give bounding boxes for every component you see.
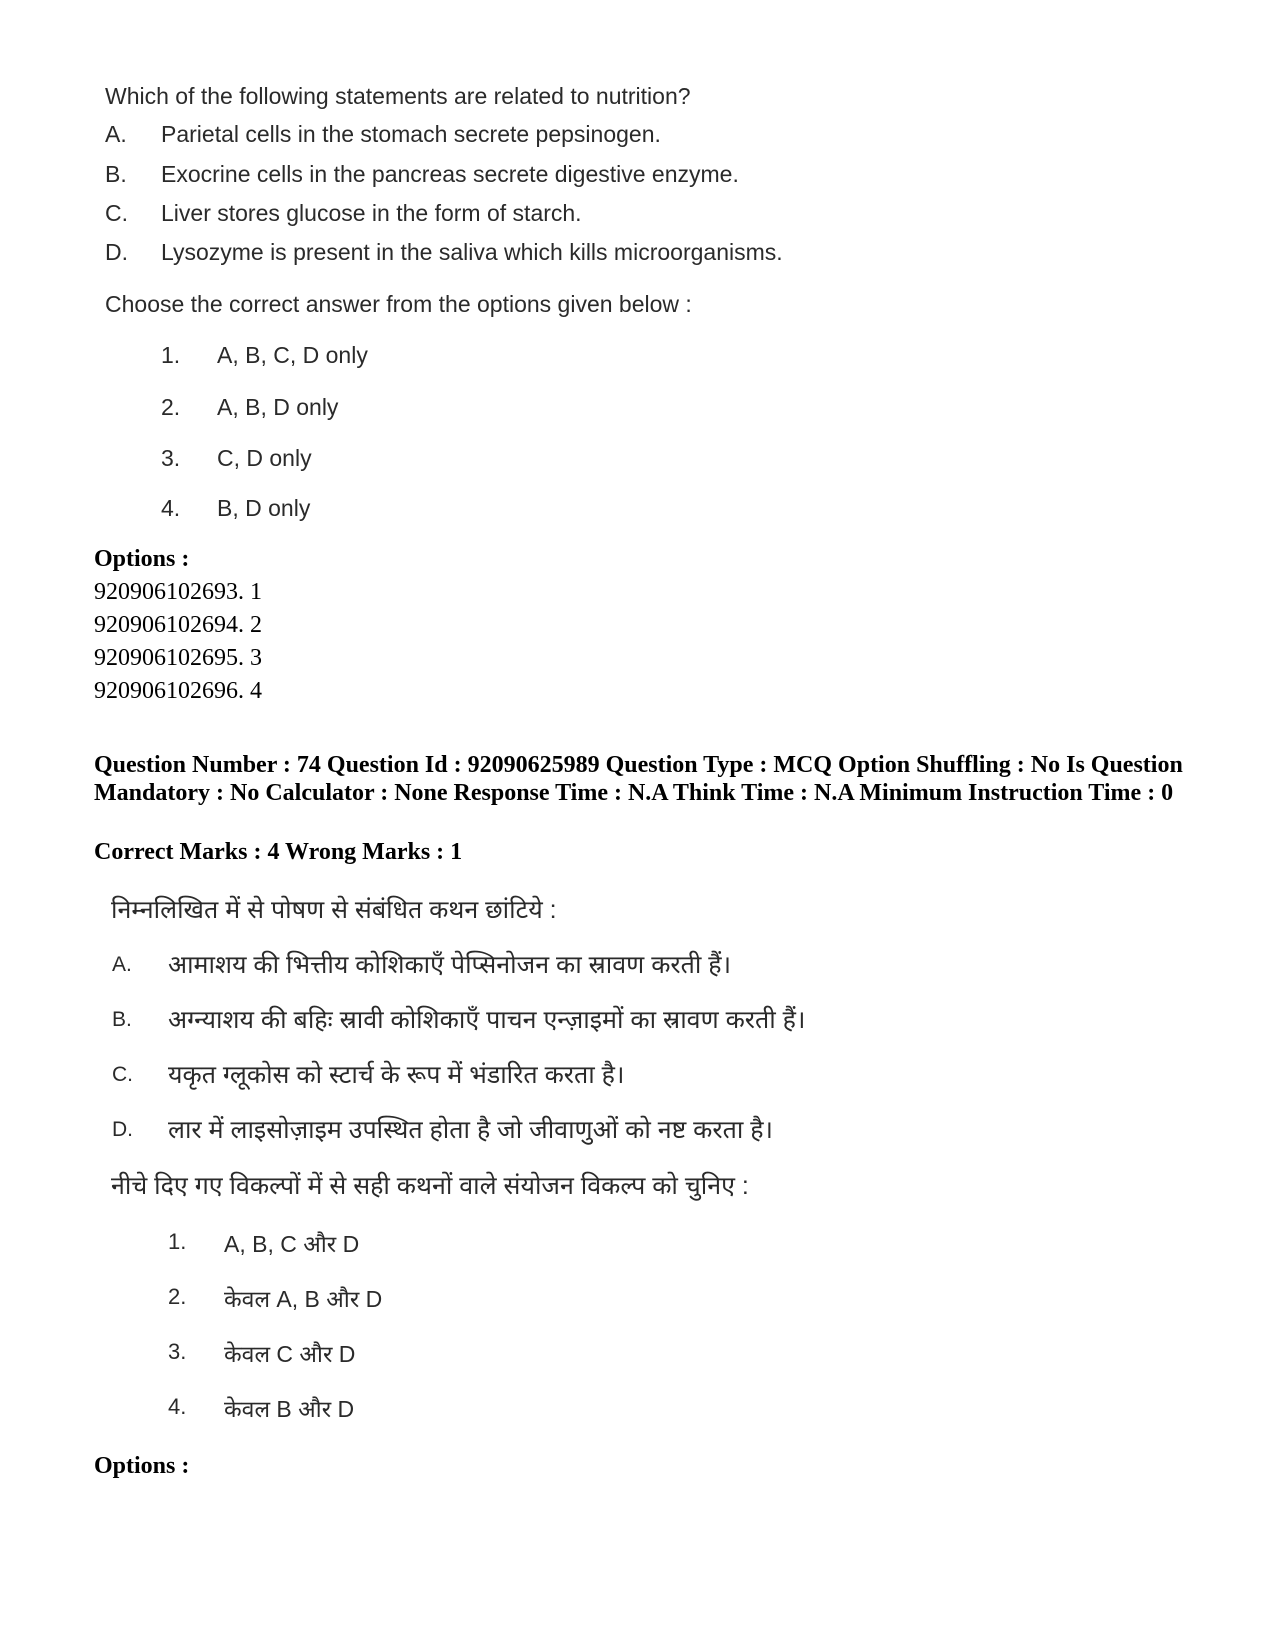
choice-text: C, D only	[217, 445, 312, 471]
option-id-row: 920906102696. 4	[94, 678, 262, 704]
options-heading: Options :	[94, 1453, 190, 1479]
statement-letter: A.	[112, 953, 132, 976]
option-id-row: 920906102695. 3	[94, 645, 262, 671]
choice-text: केवल C और D	[224, 1341, 356, 1367]
question-text-english: Which of the following statements are related to nutrition?	[105, 83, 691, 109]
statement-letter: C.	[112, 1063, 133, 1086]
choice-number: 3.	[168, 1339, 187, 1364]
statement-text: Liver stores glucose in the form of starch.	[161, 200, 582, 226]
statement-text: यकृत ग्लूकोस को स्टार्च के रूप में भंडारित करता है।	[168, 1061, 625, 1089]
statement-letter: B.	[112, 1008, 132, 1031]
options-heading: Options :	[94, 546, 190, 572]
instruction-text-hindi: नीचे दिए गए विकल्पों में से सही कथनों वाले संयोजन विकल्प को चुनिए :	[111, 1172, 749, 1200]
statement-letter: C.	[105, 200, 128, 226]
statement-letter: A.	[105, 121, 127, 147]
choice-text: A, B, C और D	[224, 1231, 360, 1257]
choice-text: A, B, C, D only	[217, 342, 368, 368]
choice-text: केवल A, B और D	[224, 1286, 383, 1312]
statement-text: आमाशय की भित्तीय कोशिकाएँ पेप्सिनोजन का स्रावण करती हैं।	[168, 951, 732, 979]
choice-text: केवल B और D	[224, 1396, 355, 1422]
statement-text: Parietal cells in the stomach secrete pepsinogen.	[161, 121, 661, 147]
instruction-text-english: Choose the correct answer from the options given below :	[105, 291, 692, 317]
choice-number: 2.	[161, 394, 181, 420]
statement-text: Lysozyme is present in the saliva which kills microorganisms.	[161, 239, 783, 265]
choice-number: 2.	[168, 1284, 187, 1309]
choice-text: A, B, D only	[217, 394, 339, 420]
choice-number: 1.	[168, 1229, 187, 1254]
statement-letter: B.	[105, 161, 127, 187]
marks-meta: Correct Marks : 4 Wrong Marks : 1	[94, 839, 463, 865]
choice-number: 4.	[168, 1394, 187, 1419]
statement-text: Exocrine cells in the pancreas secrete digestive enzyme.	[161, 161, 739, 187]
statement-letter: D.	[105, 239, 128, 265]
statement-text: लार में लाइसोज़ाइम उपस्थित होता है जो जीवाणुओं को नष्ट करता है।	[168, 1116, 774, 1144]
question-text-hindi: निम्नलिखित में से पोषण से संबंधित कथन छांटिये :	[111, 896, 557, 924]
choice-number: 4.	[161, 495, 181, 521]
question-meta: Question Number : 74 Question Id : 92090625989 Question Type : MCQ Option Shuffling : No Is Question Mandatory : No Calculator : None Response Time : N.A Think Time : N.A Minimum Instruction Time : 0	[94, 752, 1183, 806]
option-id-row: 920906102694. 2	[94, 612, 262, 638]
choice-number: 1.	[161, 342, 181, 368]
choice-number: 3.	[161, 445, 181, 471]
option-id-row: 920906102693. 1	[94, 579, 262, 605]
statement-letter: D.	[112, 1118, 133, 1141]
choice-text: B, D only	[217, 495, 311, 521]
statement-text: अग्न्याशय की बहिः स्रावी कोशिकाएँ पाचन एन्ज़ाइमों का स्रावण करती हैं।	[168, 1006, 806, 1034]
